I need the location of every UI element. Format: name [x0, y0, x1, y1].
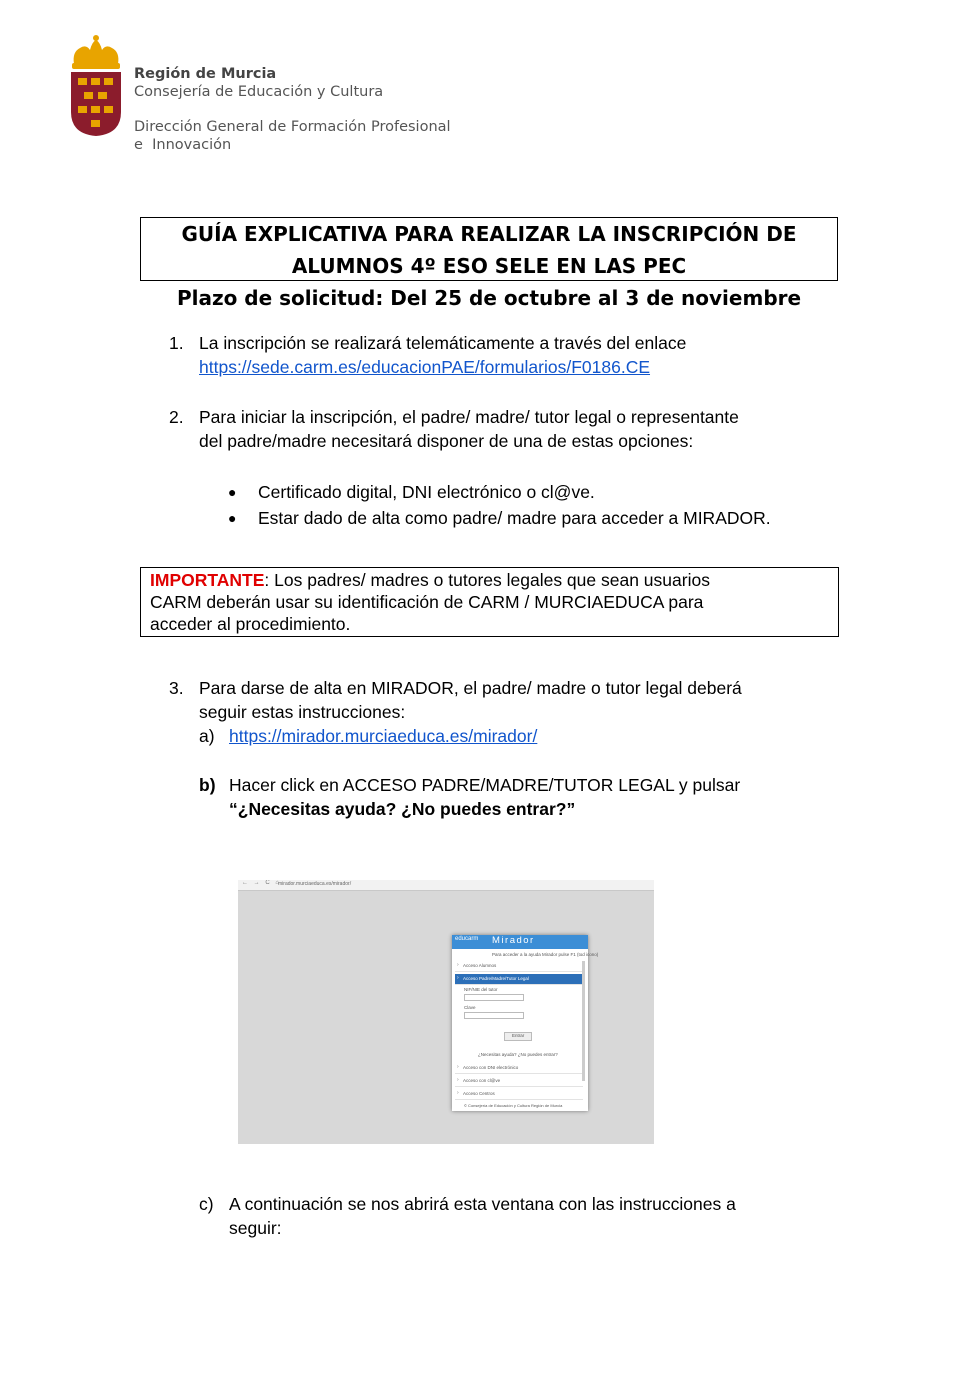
- entrar-button: Entrar: [504, 1032, 532, 1041]
- mirador-login-panel: [452, 935, 599, 1111]
- panel-row-padres: › Acceso Padre/Madre/Tutor Legal: [455, 974, 583, 985]
- bullet-dot: ●: [228, 510, 237, 526]
- panel-scrollbar: [582, 961, 585, 1081]
- important-line2: CARM deberán usar su identificación de CARM / MURCIAEDUCA para: [150, 592, 704, 612]
- step3c-line2: seguir:: [229, 1218, 282, 1238]
- title-line2: ALUMNOS 4º ESO SELE EN LAS PEC: [291, 254, 687, 278]
- step3-number: 3.: [169, 678, 184, 698]
- panel-footer: © Consejería de Educación y Cultura Región de Murcia: [464, 1103, 563, 1108]
- clave-field: [464, 1012, 524, 1019]
- step3c-line1: A continuación se nos abrirá esta ventana con las instrucciones a: [229, 1194, 736, 1214]
- nif-label: NIF/NIE del tutor: [464, 987, 498, 992]
- step3b-line2: “¿Necesitas ayuda? ¿No puedes entrar?”: [229, 799, 576, 819]
- mirador-link[interactable]: https://mirador.murciaeduca.es/mirador/: [229, 726, 538, 746]
- step3-line1: Para darse de alta en MIRADOR, el padre/ madre o tutor legal deberá: [199, 678, 742, 698]
- important-text1: : Los padres/ madres o tutores legales que sean usuarios: [264, 570, 710, 590]
- step1-text: La inscripción se realizará telemáticamente a través del enlace: [199, 333, 687, 353]
- important-line1: [150, 569, 710, 592]
- step3b-line1: Hacer click en ACCESO PADRE/MADRE/TUTOR LEGAL y pulsar: [229, 775, 741, 795]
- step1-number: 1.: [169, 333, 184, 353]
- panel-help-line: Para acceder a la ayuda Mirador pulse F1 (tod icono): [492, 952, 599, 957]
- panel-row-alumnos: › Acceso Alumnos: [455, 961, 583, 972]
- important-notice: [140, 567, 839, 637]
- step2-number: 2.: [169, 407, 184, 427]
- header-direccion-line1: Dirección General de Formación Profesional: [134, 119, 451, 135]
- step3-line2: seguir estas instrucciones:: [199, 702, 406, 722]
- region-crest-logo: [68, 34, 124, 138]
- panel-header: [452, 935, 588, 949]
- step1-link[interactable]: https://sede.carm.es/educacionPAE/formularios/F0186.CE: [199, 357, 651, 377]
- important-label: IMPORTANTE: [150, 570, 265, 590]
- nif-field: [464, 994, 524, 1001]
- step3a-label: a): [199, 726, 215, 746]
- panel-row-clave: › Acceso con cl@ve: [455, 1076, 583, 1087]
- deadline-heading: Plazo de solicitud: Del 25 de octubre al 3 de noviembre: [176, 286, 802, 310]
- browser-bar: [238, 880, 654, 891]
- title-line1: GUÍA EXPLICATIVA PARA REALIZAR LA INSCRIPCIÓN DE: [181, 222, 797, 246]
- panel-help-link: ¿Necesitas ayuda? ¿No puedes entrar?: [478, 1052, 558, 1057]
- panel-title: Mirador: [492, 935, 535, 946]
- header-consejeria: Consejería de Educación y Cultura: [134, 84, 384, 100]
- bullet-dot: ●: [228, 484, 237, 500]
- step3b-label: b): [199, 775, 216, 795]
- educarm-logo: educarm: [455, 936, 479, 942]
- header-region: Región de Murcia: [134, 66, 277, 82]
- important-line3: acceder al procedimiento.: [150, 614, 351, 634]
- step2-line2: del padre/madre necesitará disponer de una de estas opciones:: [199, 431, 694, 451]
- panel-row-dni: › Acceso con DNI electrónico: [455, 1063, 583, 1074]
- option-item: Certificado digital, DNI electrónico o cl@ve.: [258, 482, 595, 502]
- mirador-screenshot: [238, 880, 654, 1144]
- step2-line1: Para iniciar la inscripción, el padre/ madre/ tutor legal o representante: [199, 407, 739, 427]
- header-direccion-line2: e Innovación: [134, 137, 232, 153]
- title-box: [140, 217, 838, 281]
- browser-url: mirador.murciaeduca.es/mirador/: [278, 881, 352, 887]
- option-item: Estar dado de alta como padre/ madre para acceder a MIRADOR.: [258, 508, 771, 528]
- clave-label: Clave: [464, 1005, 476, 1010]
- step3c-label: c): [199, 1194, 214, 1214]
- browser-nav-icons: ← → C ⌂: [242, 880, 281, 886]
- panel-row-centros: › Acceso Centros: [455, 1089, 583, 1100]
